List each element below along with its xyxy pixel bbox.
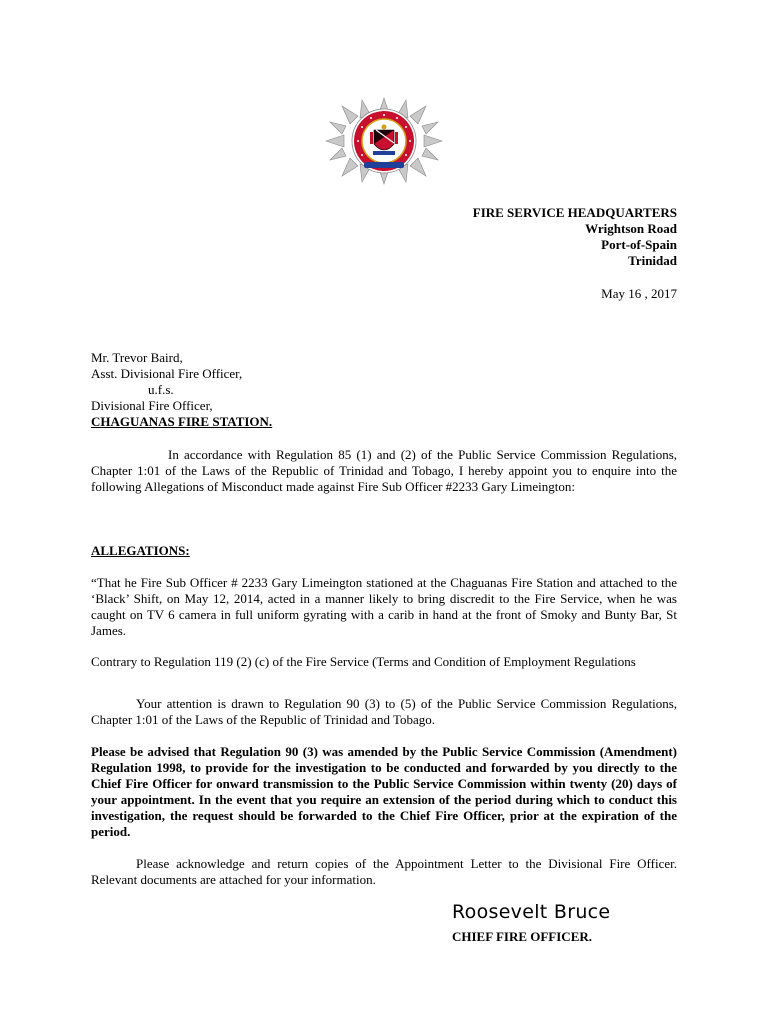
allegations-heading-text: ALLEGATIONS — [91, 543, 186, 558]
recipient-address — [91, 350, 272, 430]
recipient-title: Asst. Divisional Fire Officer, — [91, 366, 243, 381]
attention-paragraph: Your attention is drawn to Regulation 90 (3) to (5) of the Public Service Commission Regulations, Chapter 1:01 of the Laws of the Republic of Trinidad and Tobago. — [91, 696, 677, 727]
allegations-heading — [91, 543, 677, 559]
org-name: FIRE SERVICE HEADQUARTERS — [472, 205, 677, 220]
intro-paragraph: In accordance with Regulation 85 (1) and (2) of the Public Service Commission Regulations, Chapter 1:01 of the Laws of the Republic of Trinidad and Tobago, I hereby appoint you to enquire into the following Allegations of Misconduct made against Fire Sub Officer #2233 Gary Limeington: — [91, 447, 677, 494]
allegation-paragraph: “That he Fire Sub Officer # 2233 Gary Limeington stationed at the Chaguanas Fire Station and attached to the ‘Black’ Shift, on May 12, 2014, acted in a manner likely to bring discredit to the Fire Service, when he was caught on TV 6 camera in full uniform gyrating with a carib in hand at the front of Smoky and Bunty Bar, St James. — [91, 575, 677, 638]
recipient-name: Mr. Trevor Baird, — [91, 350, 183, 365]
sender-address — [473, 205, 677, 269]
letter-date: May 16 , 2017 — [601, 286, 677, 301]
recipient-ufs: u.f.s. — [148, 382, 174, 397]
fire-service-crest-icon — [324, 96, 444, 186]
acknowledge-paragraph: Please acknowledge and return copies of the Appointment Letter to the Divisional Fire Officer. Relevant documents are attached for your information. — [91, 856, 677, 887]
recipient-title2: Divisional Fire Officer, — [91, 398, 213, 413]
signature-title: CHIEF FIRE OFFICER. — [452, 929, 592, 944]
contrary-paragraph: Contrary to Regulation 119 (2) (c) of the Fire Service (Terms and Condition of Employment Regulations — [91, 654, 636, 669]
street: Wrightson Road — [585, 221, 677, 236]
city: Port-of-Spain — [601, 237, 677, 252]
recipient-station: CHAGUANAS FIRE STATION. — [91, 414, 273, 429]
signature-name: Roosevelt Bruce — [452, 901, 611, 923]
country: Trinidad — [628, 253, 677, 268]
allegations-colon: : — [185, 543, 190, 558]
advised-paragraph: Please be advised that Regulation 90 (3) was amended by the Public Service Commission (Amendment) Regulation 1998, to provide for the investigation to be conducted and forwarded by you directly to the Chief Fire Officer for onward transmission to the Public Service Commission within twenty (20) days of your appointment. In the event that you require an extension of the period during which to conduct this investigation, the request should be forwarded to the Chief Fire Officer, prior at the expiration of the period. — [91, 744, 677, 839]
